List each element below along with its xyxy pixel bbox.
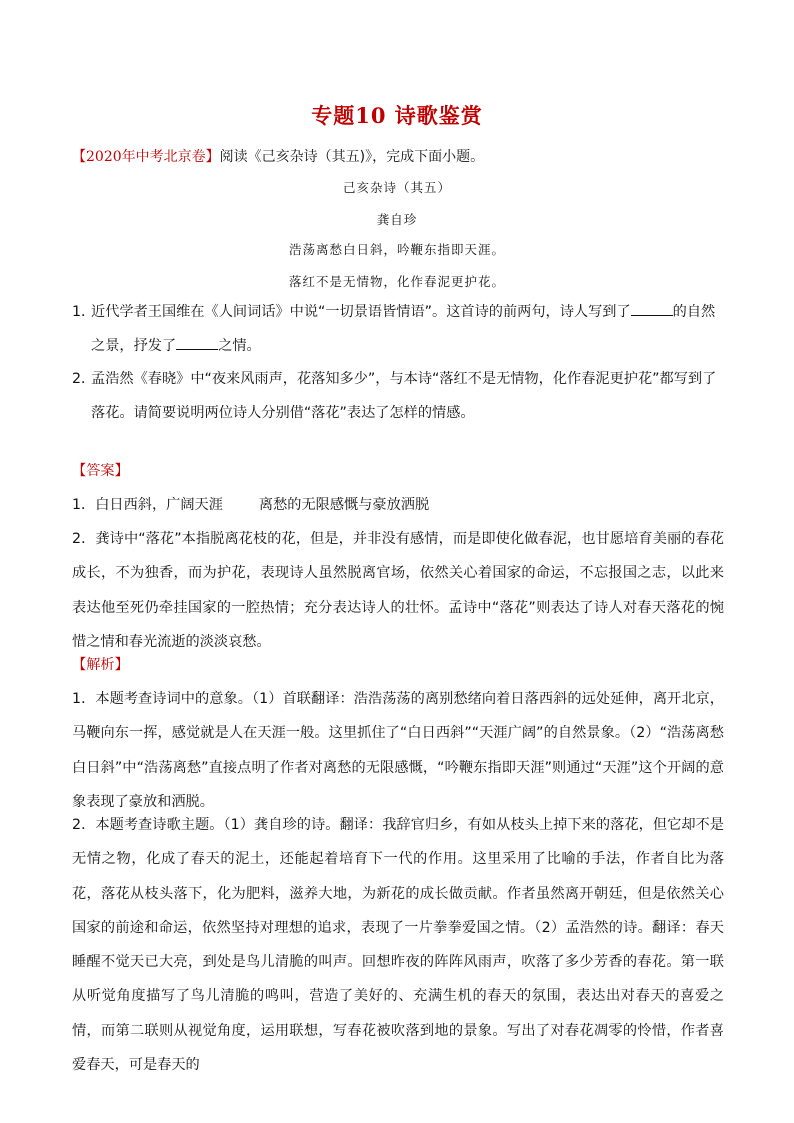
analysis-heading: 【解析】 xyxy=(72,657,129,673)
analysis-1-text: 本题考查诗词中的意象。（1）首联翻译：浩浩荡荡的离别愁绪向着日落西斜的远处延伸，离开北京，马鞭向东一挥，感觉就是人在天涯一般。这里抓住了“白日西斜”“天涯广阔”的自然景象。（2）“浩荡离愁白日斜”中“浩荡离愁”直接点明了作者对离愁的无限感慨，“吟鞭东指即天涯”则通过“天涯”这个开阔的意象表现了豪放和洒脱。 xyxy=(72,691,724,810)
page-title: 专题10 诗歌鉴赏 xyxy=(311,103,483,128)
question-2-number: 2． xyxy=(72,371,96,387)
poem-line-2: 落红不是无情物，化作春泥更护花。 xyxy=(288,274,505,289)
answer-blank-2[interactable] xyxy=(176,335,218,350)
answer-2-number: 2． xyxy=(72,531,96,547)
question-1 xyxy=(72,295,722,363)
answer-blank-1[interactable] xyxy=(631,301,673,316)
question-1-text-b: 的自然之景，抒发了 xyxy=(91,304,716,354)
question-1-text-c: 之情。 xyxy=(218,338,261,354)
poem-author: 龚自珍 xyxy=(376,212,418,227)
analysis-1-number: 1． xyxy=(72,691,96,707)
poem-title: 己亥杂诗（其五） xyxy=(342,180,451,195)
analysis-2 xyxy=(72,808,724,1082)
question-2 xyxy=(72,362,722,430)
source-tag: 【2020年中考北京卷】 xyxy=(72,149,220,165)
question-1-text-a: 近代学者王国维在《人间词话》中说“一切景语皆情语”。这首诗的前两句，诗人写到了 xyxy=(91,304,631,320)
answer-1 xyxy=(72,488,724,522)
poem-line-1: 浩荡离愁白日斜，吟鞭东指即天涯。 xyxy=(288,242,505,257)
answer-2 xyxy=(72,522,724,659)
question-1-number: 1． xyxy=(72,304,96,320)
source-line xyxy=(72,146,484,166)
answer-heading: 【答案】 xyxy=(72,463,129,479)
source-instruction: 阅读《己亥杂诗（其五)》，完成下面小题。 xyxy=(219,149,485,165)
analysis-2-text: 本题考查诗歌主题。（1）龚自珍的诗。翻译：我辞官归乡，有如从枝头上掉下来的落花，但它却不是无情之物，化成了春天的泥土，还能起着培育下一代的作用。这里采用了比喻的手法，作者自比为落花，落花从枝头落下，化为肥料，滋养大地，为新花的成长做贡献。作者虽然离开朝廷，但是依然关心国家的前途和命运，依然坚持对理想的追求，表现了一片拳拳爱国之情。（2）孟浩然的诗。翻译：春天睡醒不觉天已大亮，到处是鸟儿清脆的叫声。回想昨夜的阵阵风雨声，吹落了多少芳香的春花。第一联从听觉角度描写了鸟儿清脆的鸣叫，营造了美好的、充满生机的春天的氛围，表达出对春天的喜爱之情，而第二联则从视觉角度，运用联想，写春花被吹落到地的景象。写出了对春花凋零的怜惜，作者喜爱春天，可是春天的 xyxy=(72,817,724,1074)
answer-2-text: 龚诗中“落花”本指脱离花枝的花，但是，并非没有感情，而是即使化做春泥，也甘愿培育美丽的春花成长，不为独香，而为护花，表现诗人虽然脱离官场，依然关心着国家的命运，不忘报国之志，以此来表达他至死仍牵挂国家的一腔热情；充分表达诗人的壮怀。孟诗中“落花”则表达了诗人对春天落花的惋惜之情和春光流逝的淡淡哀愁。 xyxy=(72,531,724,650)
answer-1-number: 1． xyxy=(72,497,96,513)
analysis-2-number: 2． xyxy=(72,817,96,833)
answer-1-part-b: 离愁的无限感慨与豪放洒脱 xyxy=(258,497,430,513)
answer-1-part-a: 白日西斜，广阔天涯 xyxy=(95,497,223,513)
question-2-text: 孟浩然《春晓》中“夜来风雨声，花落知多少”，与本诗“落红不是无情物，化作春泥更护花”都写到了落花。请简要说明两位诗人分别借“落花”表达了怎样的情感。 xyxy=(91,371,717,421)
analysis-1 xyxy=(72,682,724,819)
